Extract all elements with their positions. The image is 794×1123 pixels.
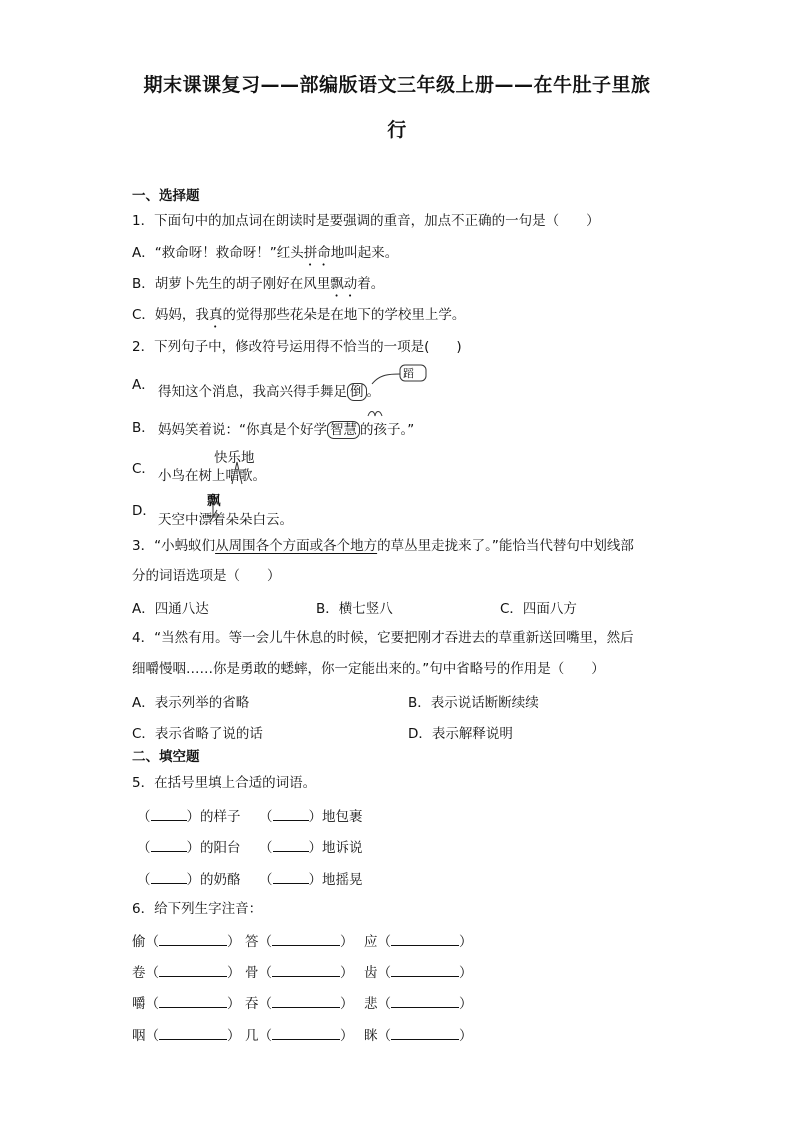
character: 悲 [364,996,378,1012]
option-text: B．胡萝卜先生的胡子刚好在风里 [132,276,331,292]
correction-character: 飘 [207,493,221,509]
emphasized-word: 真 [208,307,223,323]
option-text: 的觉得那些花朵是在地下的学校里上学。 [222,307,466,323]
boxed-character: 倒 [347,383,367,401]
answer-blank[interactable] [151,869,187,884]
stem-text: 3．“小蚂蚁们 [132,538,216,554]
replacement-character: 蹈 [403,367,414,380]
phrase-text: 的奶酪 [200,872,241,888]
character: 齿 [364,965,378,981]
pinyin-blank[interactable] [391,993,459,1008]
blank-item: （ ）的样子 [137,805,241,825]
sentence-text: 着朵朵白云。 [212,512,293,528]
question-2-option-d-label: D． [132,503,156,519]
pinyin-item: 嚼（ ） [132,992,241,1012]
pinyin-item: 眯（ ） [364,1024,473,1044]
stem-text: 的草丛里走拢来了。”能恰当代替句中划线部 [377,538,634,554]
pinyin-blank[interactable] [159,1025,227,1040]
question-4-option-d: D．表示解释说明 [408,726,513,742]
question-2-option-a-label: A． [132,377,155,393]
character: 嚼 [132,996,146,1012]
character: 吞 [245,996,259,1012]
pinyin-item: 几（ ） [245,1024,354,1044]
emphasized-word: 飘动 [330,276,358,292]
question-4-option-c: C．表示省略了说的话 [132,726,263,742]
option-text: 着。 [357,276,385,292]
pinyin-item: 齿（ ） [364,961,473,981]
phrase-text: 地诉说 [322,840,363,856]
answer-blank[interactable] [273,869,309,884]
pinyin-blank[interactable] [391,962,459,977]
character: 卷 [132,965,146,981]
answer-blank[interactable] [273,806,309,821]
struck-character: 漂 [198,512,212,528]
document-title: 期末课课复习——部编版语文三年级上册——在牛肚子里旅 [143,74,651,96]
character: 应 [364,934,378,950]
pinyin-blank[interactable] [272,962,340,977]
emphasized-word: 拼命 [303,245,331,261]
sentence-text: 妈妈笑着说：“你真是个好学 [158,422,327,438]
question-1-option-c [132,305,465,331]
question-4-option-a: A．表示列举的省略 [132,695,250,711]
answer-blank[interactable] [273,837,309,852]
pinyin-blank[interactable] [272,1025,340,1040]
question-4-stem-continued: 细嚼慢咽……你是勇敢的蟋蟀，你一定能出来的。”句中省略号的作用是（ ） [132,661,605,677]
pinyin-blank[interactable] [159,962,227,977]
question-2-stem: 2．下列句子中，修改符号运用得不恰当的一项是( ) [132,339,462,355]
question-2-option-d-sentence [158,508,293,528]
option-text: A．“救命呀！救命呀！”红头 [132,245,304,261]
section-heading-choice: 一、选择题 [132,188,200,204]
pinyin-blank[interactable] [391,931,459,946]
question-3-option-b: B．横七竖八 [316,601,393,617]
option-text: 地叫起来。 [330,245,399,261]
question-4-option-b: B．表示说话断断续续 [408,695,539,711]
question-2-option-a-sentence [158,380,380,400]
pinyin-blank[interactable] [272,931,340,946]
character: 答 [245,934,259,950]
correction-mark-d [204,500,224,526]
pinyin-blank[interactable] [159,931,227,946]
blank-item: （ ）的奶酪 [137,868,241,888]
blank-item: （ ）的阳台 [137,836,241,856]
sentence-text: 。 [366,384,380,400]
pinyin-item: 吞（ ） [245,992,354,1012]
question-4-stem: 4．“当然有用。等一会儿牛休息的时候，它要把刚才吞进去的草重新送回嘴里，然后 [132,630,634,646]
blank-item: （ ）地摇晃 [259,868,363,888]
question-5-stem: 5．在括号里填上合适的词语。 [132,775,317,791]
answer-blank[interactable] [151,837,187,852]
pinyin-item: 骨（ ） [245,961,354,981]
question-3-option-a: A．四通八达 [132,601,209,617]
answer-blank[interactable] [151,806,187,821]
question-1-option-a [132,243,398,269]
character: 骨 [245,965,259,981]
document-title-continued: 行 [387,119,407,141]
pinyin-item: 悲（ ） [364,992,473,1012]
sentence-text: 得知这个消息，我高兴得手舞足 [158,384,347,400]
question-2-option-c-label: C． [132,461,155,477]
swap-mark-b [366,408,384,418]
question-3-option-c: C．四面八方 [500,601,577,617]
phrase-text: 地包裹 [322,809,363,825]
phrase-text: 的阳台 [200,840,241,856]
pinyin-blank[interactable] [159,993,227,1008]
phrase-text: 的样子 [200,809,241,825]
pinyin-item: 咽（ ） [132,1024,241,1044]
sentence-text: 小鸟在树上 [158,468,226,484]
character: 偷 [132,934,146,950]
sentence-text: 唱歌。 [225,468,266,484]
question-2-option-b-sentence [158,418,414,438]
sentence-text: 天空中 [158,512,199,528]
character: 咽 [132,1028,146,1044]
section-heading-fill: 二、填空题 [132,749,200,765]
replace-mark-a [370,364,430,388]
pinyin-item: 应（ ） [364,930,473,950]
pinyin-item: 答（ ） [245,930,354,950]
option-text: C．妈妈，我 [132,307,209,323]
question-1-option-b [132,274,384,300]
question-2-option-b-label: B． [132,420,155,436]
question-1-stem: 1．下面句中的加点词在朗读时是要强调的重音，加点不正确的一句是（ ） [132,213,600,229]
insert-mark-c [230,460,250,486]
pinyin-blank[interactable] [272,993,340,1008]
inserted-word: 快乐地 [214,450,255,466]
character: 几 [245,1028,259,1044]
blank-item: （ ）地包裹 [259,805,363,825]
question-6-stem: 6．给下列生字注音： [132,901,263,917]
question-3-stem-continued: 分的词语选项是（ ） [132,568,281,584]
question-3-stem [132,536,634,556]
phrase-text: 地摇晃 [322,872,363,888]
sentence-text: 的孩子。” [360,422,415,438]
character: 眯 [364,1028,378,1044]
pinyin-item: 偷（ ） [132,930,241,950]
pinyin-blank[interactable] [391,1025,459,1040]
pinyin-item: 卷（ ） [132,961,241,981]
boxed-word: 智慧 [327,421,360,439]
underlined-phrase: 从周围各个方面或各个地方 [215,538,378,554]
blank-item: （ ）地诉说 [259,836,363,856]
